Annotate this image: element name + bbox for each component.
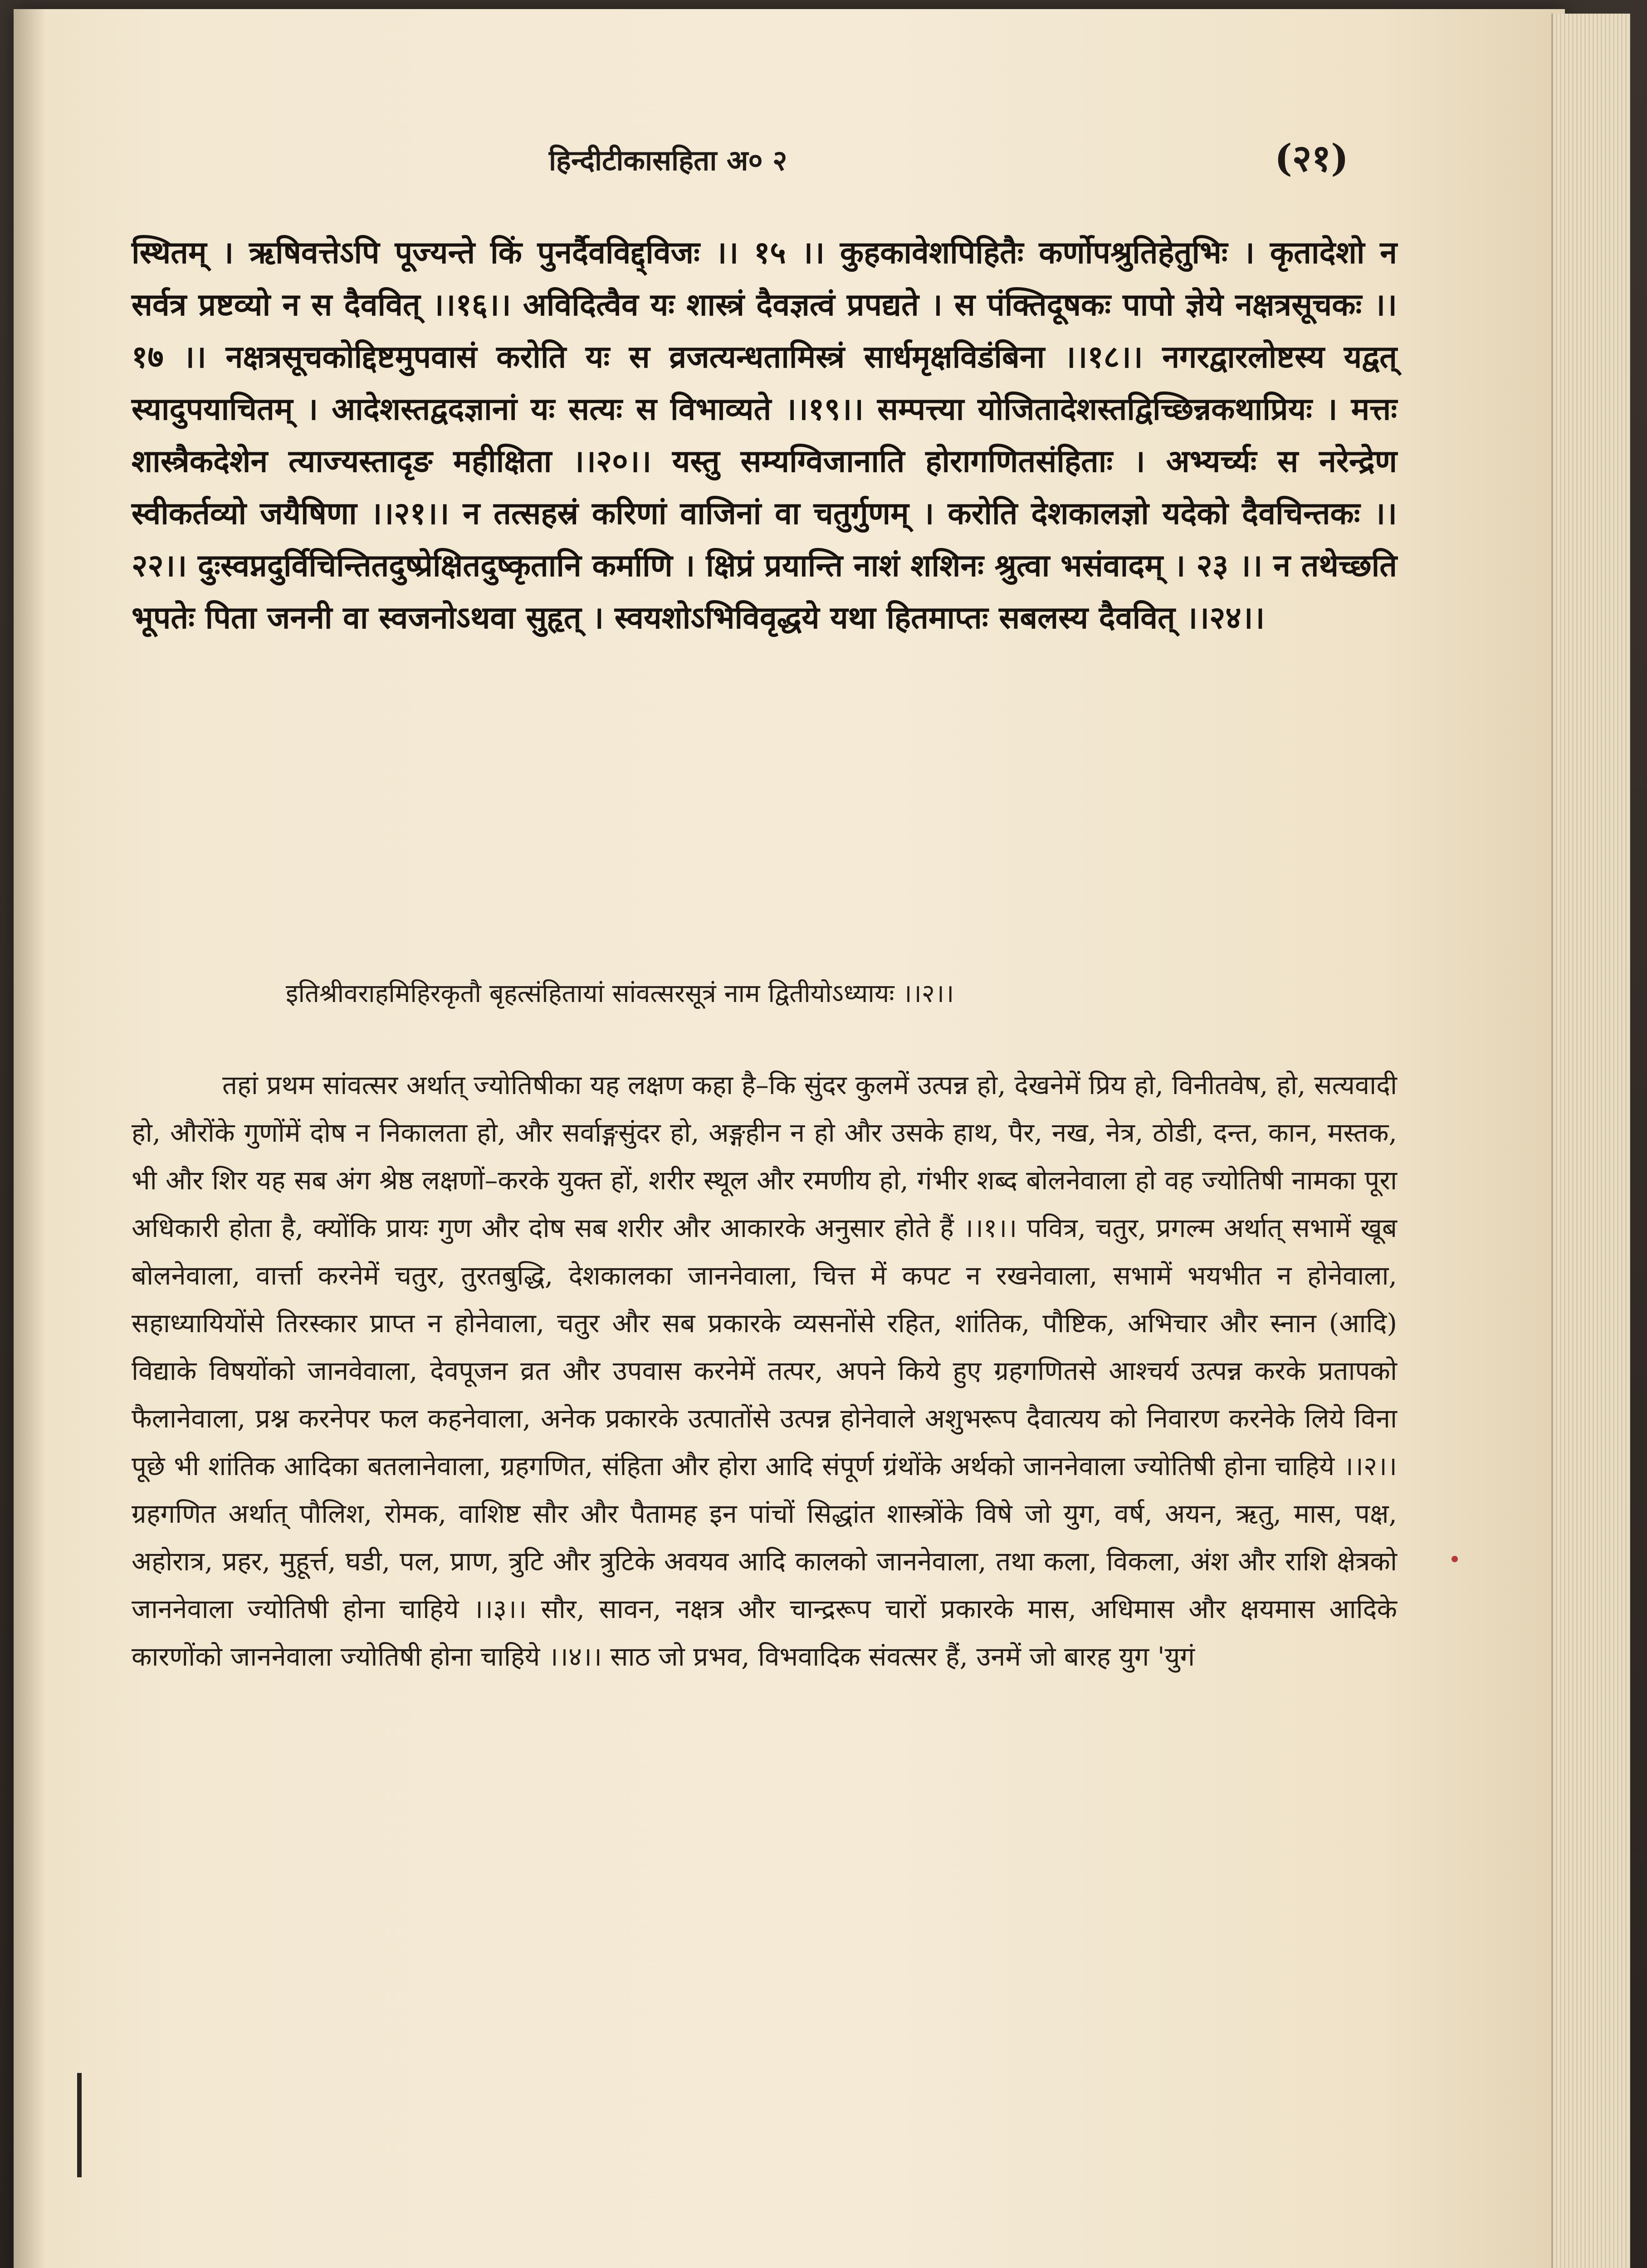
running-title: हिन्दीटीकासहिता अ० २	[549, 144, 787, 177]
spine-shadow	[14, 9, 45, 2268]
chapter-colophon: इतिश्रीवराहमिहिरकृतौ बृहत्संहितायां सांवत्सरसूत्रं नाम द्वितीयोऽध्यायः ।।२।।	[286, 979, 954, 1008]
sanskrit-verses: स्थितम् । ऋषिवत्तेऽपि पूज्यन्ते किं पुनर्दैवविद्द्विजः ।। १५ ।। कुहकावेशपिहितैः कर्णोपश्रुतिहेतुभिः । कृतादेशो न सर्वत्र प्रष्टव्यो न स दैववित् ।।१६।। अविदित्वैव यः शास्त्रं दैवज्ञत्वं प्रपद्यते । स पंक्तिदूषकः पापो ज्ञेये नक्षत्रसूचकः ।। १७ ।। नक्षत्रसूचकोद्दिष्टमुपवासं करोति यः स व्रजत्यन्धतामिस्त्रं सार्धमृक्षविडंबिना ।।१८।। नगरद्वारलोष्टस्य यद्वत् स्यादुपयाचितम् । आदेशस्तद्वदज्ञानां यः सत्यः स विभाव्यते ।।१९।। सम्पत्त्या योजितादेशस्तद्विच्छिन्नकथाप्रियः । मत्तः शास्त्रैकदेशेन त्याज्यस्तादृङ महीक्षिता ।।२०।। यस्तु सम्यग्विजानाति होरागणितसंहिताः । अभ्यर्च्यः स नरेन्द्रेण स्वीकर्तव्यो जयैषिणा ।।२१।। न तत्सहस्रं करिणां वाजिनां वा चतुर्गुणम् । करोति देशकालज्ञो यदेको दैवचिन्तकः ।।२२।। दुःस्वप्नदुर्विचिन्तितदुष्प्रेक्षितदुष्कृतानि कर्माणि । क्षिप्रं प्रयान्ति नाशं शशिनः श्रुत्वा भसंवादम् । २३ ।। न तथेच्छति भूपतेः पिता जननी वा स्वजनोऽथवा सुहृत् । स्वयशोऽभिविवृद्धये यथा हितमाप्तः सबलस्य दैववित् ।।२४।।	[132, 235, 1398, 636]
page-edges	[1551, 14, 1630, 2268]
page-header	[14, 132, 1565, 200]
book-page	[14, 9, 1565, 2268]
ink-fleck	[1452, 1556, 1458, 1562]
margin-mark	[77, 2073, 82, 2177]
page-number: (२१)	[1275, 137, 1349, 180]
hindi-commentary: तहां प्रथम सांवत्सर अर्थात् ज्योतिषीका यह लक्षण कहा है–कि सुंदर कुलमें उत्पन्न हो, देखनेमें प्रिय हो, विनीतवेष, हो, सत्यवादी हो, औरोंके गुणोंमें दोष न निकालता हो, और सर्वाङ्गसुंदर हो, अङ्गहीन न हो और उसके हाथ, पैर, नख, नेत्र, ठोडी, दन्त, कान, मस्तक, भी और शिर यह सब अंग श्रेष्ठ लक्षणों–करके युक्त हों, शरीर स्थूल और रमणीय हो, गंभीर शब्द बोलनेवाला हो वह ज्योतिषी नामका पूरा अधिकारी होता है, क्योंकि प्रायः गुण और दोष सब शरीर और आकारके अनुसार होते हैं ।।१।। पवित्र, चतुर, प्रगल्म अर्थात् सभामें खूब बोलनेवाला, वार्त्ता करनेमें चतुर, तुरतबुद्धि, देशकालका जाननेवाला, चित्त में कपट न रखनेवाला, सभामें भयभीत न होनेवाला, सहाध्यायियोंसे तिरस्कार प्राप्त न होनेवाला, चतुर और सब प्रकारके व्यसनोंसे रहित, शांतिक, पौष्टिक, अभिचार और स्नान (आदि) विद्याके विषयोंको जानवेवाला, देवपूजन व्रत और उपवास करनेमें तत्पर, अपने किये हुए ग्रहगणितसे आश्चर्य उत्पन्न करके प्रतापको फैलानेवाला, प्रश्न करनेपर फल कहनेवाला, अनेक प्रकारके उत्पातोंसे उत्पन्न होनेवाले अशुभरूप दैवात्यय को निवारण करनेके लिये विना पूछे भी शांतिक आदिका बतलानेवाला, ग्रहगणित, संहिता और होरा आदि संपूर्ण ग्रंथोंके अर्थको जाननेवाला ज्योतिषी होना चाहिये ।।२।। ग्रहगणित अर्थात् पौलिश, रोमक, वाशिष्ट सौर और पैतामह इन पांचों सिद्धांत शास्त्रोंके विषे जो युग, वर्ष, अयन, ऋतु, मास, पक्ष, अहोरात्र, प्रहर, मुहूर्त्त, घडी, पल, प्राण, त्रुटि और त्रुटिके अवयव आदि कालको जाननेवाला, तथा कला, विकला, अंश और राशि क्षेत्रको जाननेवाला ज्योतिषी होना चाहिये ।।३।। सौर, सावन, नक्षत्र और चान्द्ररूप चारों प्रकारके मास, अधिमास और क्षयमास आदिके कारणोंको जाननेवाला ज्योतिषी होना चाहिये ।।४।। साठ जो प्रभव, विभवादिक संवत्सर हैं, उनमें जो बारह युग 'युगं	[132, 1070, 1397, 1672]
